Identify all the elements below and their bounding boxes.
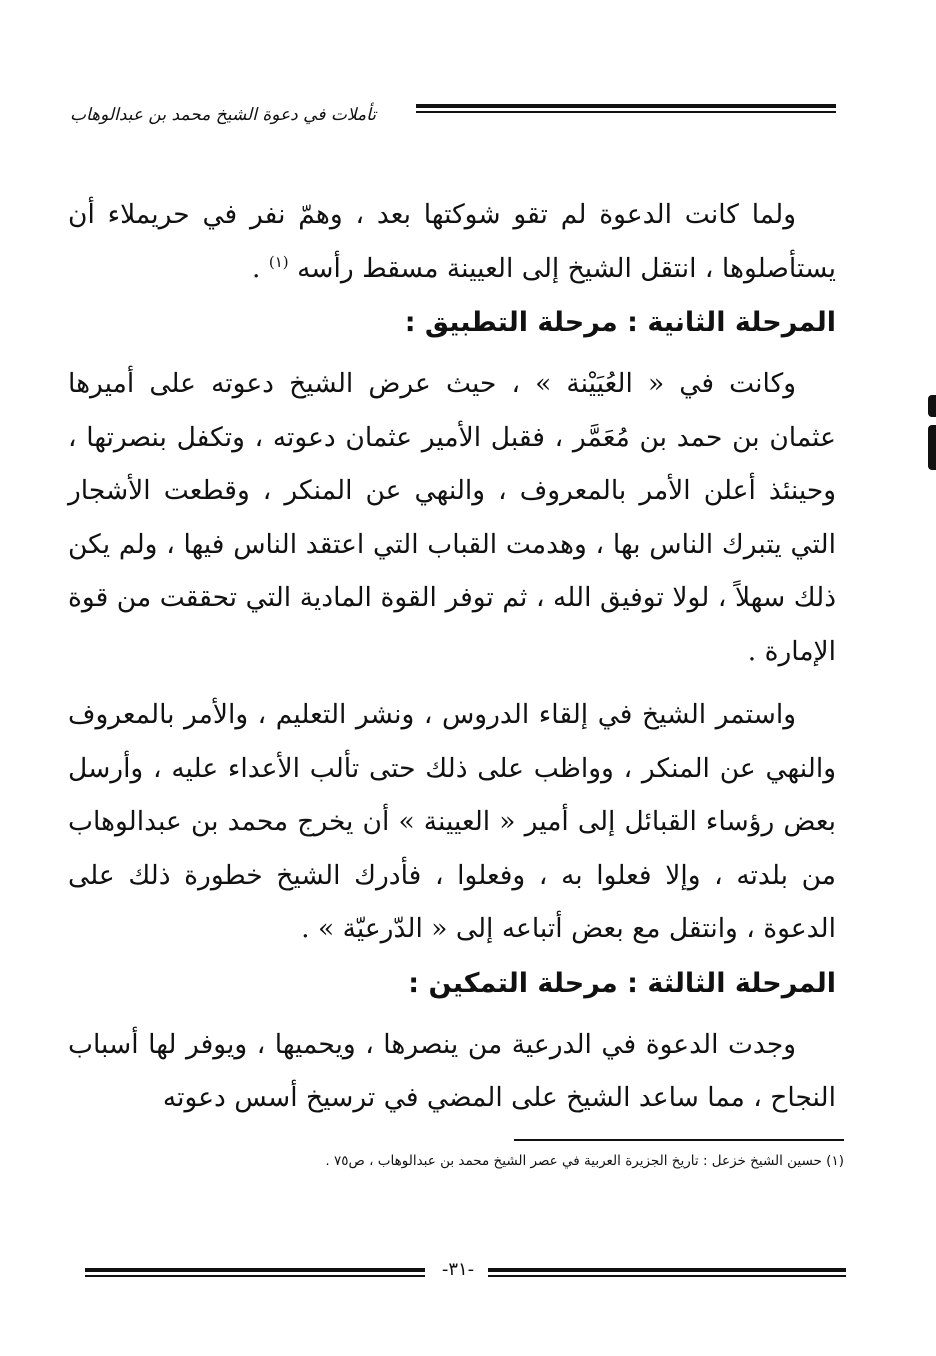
paragraph-1-end: . [252,252,269,284]
scan-edge-mark [928,395,936,417]
scan-edge-mark [928,425,936,470]
footnote-rule [514,1139,844,1141]
footer-rule-right-thin [488,1275,846,1277]
section-heading-stage-3: المرحلة الثالثة : مرحلة التمكين : [408,967,836,999]
header-rule [416,104,836,116]
footer-rule-left [85,1268,425,1272]
paragraph-1-text: ولما كانت الدعوة لم تقو شوكتها بعد ، وهمّ نفر في حريملاء أن يستأصلوها ، انتقل الشيخ إلى العيينة مسقط رأسه [68,199,836,284]
footnote: (١) حسين الشيخ خزعل : تاريخ الجزيرة العربية في عصر الشيخ محمد بن عبدالوهاب ، ص٧٥ . [325,1153,844,1169]
main-text [68,188,836,1125]
paragraph-1 [68,188,836,295]
paragraph-4: وجدت الدعوة في الدرعية من ينصرها ، ويحميها ، ويوفر لها أسباب النجاح ، مما ساعد الشيخ على المضي في ترسيخ أسس دعوته [68,1028,836,1113]
page-number: -٣١- [441,1259,475,1280]
footer-rule-left-thin [85,1275,425,1277]
section-heading-stage-2: المرحلة الثانية : مرحلة التطبيق : [404,307,836,338]
paragraph-3: واستمر الشيخ في إلقاء الدروس ، ونشر التعليم ، والأمر بالمعروف والنهي عن المنكر ، وواظب على ذلك حتى تألب الأعداء عليه ، وأرسل بعض رؤساء القبائل إلى أمير « العيينة » أن يخرج محمد بن عبدالوهاب من بلدته ، وإلا فعلوا به ، وفعلوا ، فأدرك الشيخ خطورة ذلك على الدعوة ، وانتقل مع بعض أتباعه إلى « الدّرعيّة » . [68,699,836,944]
footnote-reference: (١) [268,252,289,271]
paragraph-2: وكانت في « العُيَيْنة » ، حيث عرض الشيخ دعوته على أميرها عثمان بن حمد بن مُعَمَّر ، فقبل الأمير عثمان دعوته ، وتكفل بنصرتها ، وحينئذ أعلن الأمر بالمعروف ، والنهي عن المنكر ، وقطعت الأشجار التي يتبرك الناس بها ، وهدمت القباب التي اعتقد الناس فيها ، ولم يكن ذلك سهلاً ، لولا توفيق الله ، ثم توفر القوة المادية التي تحققت من قوة الإمارة . [68,368,836,667]
footer-rule-right [488,1268,846,1272]
running-header-title: تأملات في دعوة الشيخ محمد بن عبدالوهاب [70,105,376,125]
